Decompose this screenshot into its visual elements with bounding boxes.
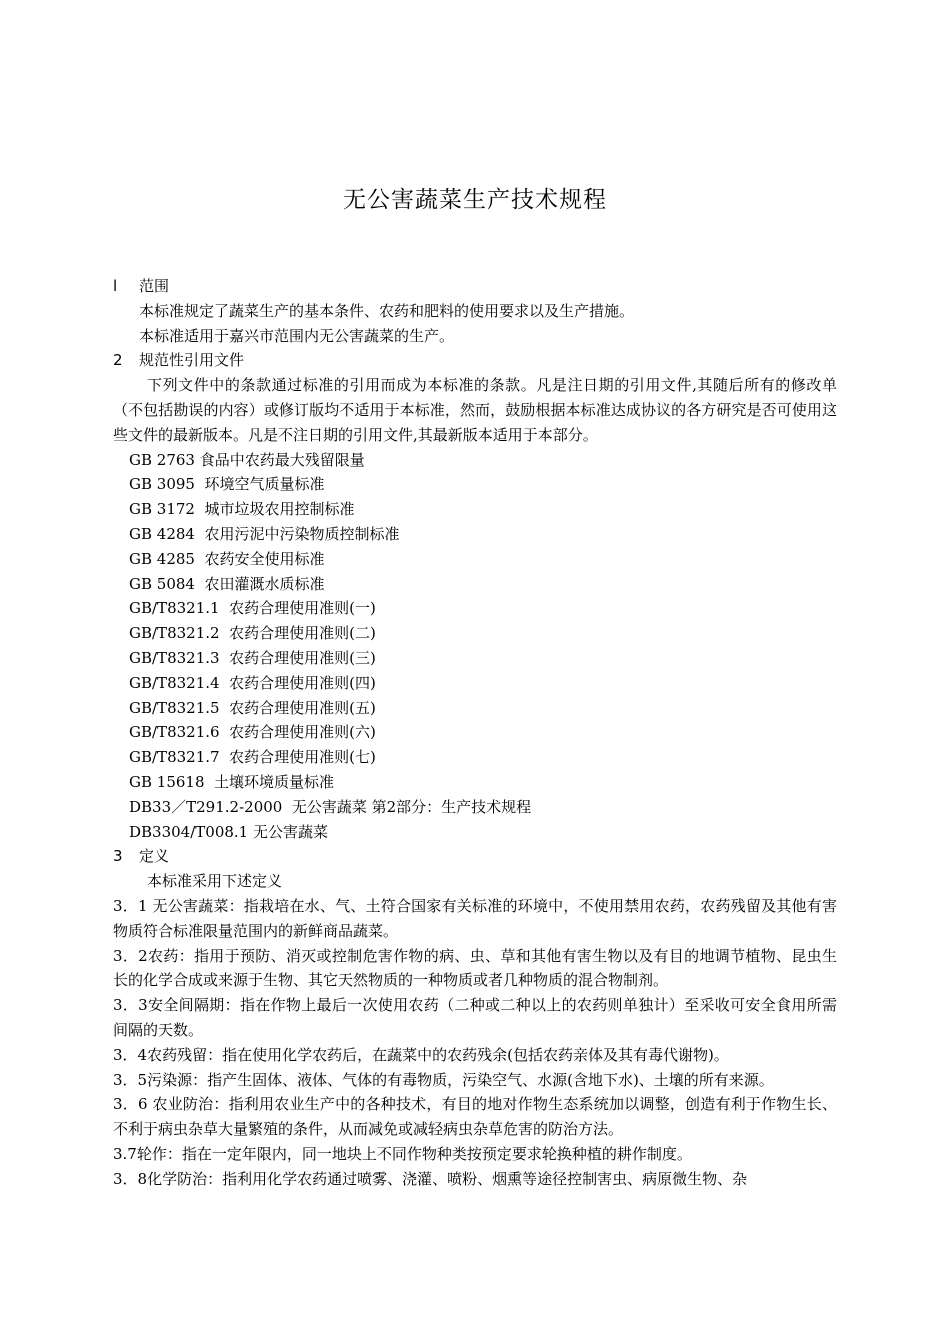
references-intro: 下列文件中的条款通过标准的引用而成为本标准的条款。凡是注日期的引用文件,其随后所有的修改单（不包括勘误的内容）或修订版均不适用于本标准，然而，鼓励根据本标准达成协议的各方研究是否可使用这些文件的最新版本。凡是不注日期的引用文件,其最新版本适用于本部分。 <box>113 376 837 444</box>
definitions-intro: 本标准采用下述定义 <box>147 872 283 891</box>
section-heading-references <box>113 348 837 373</box>
document-body <box>113 274 837 1191</box>
reference-item: DB3304/T008.1 无公害蔬菜 <box>129 822 328 841</box>
reference-item: GB 2763 食品中农药最大残留限量 <box>129 450 365 469</box>
definition-item: 3．2农药：指用于预防、消灭或控制危害作物的病、虫、草和其他有害生物以及有目的地调节植物、昆虫生长的化学合成或来源于生物、其它天然物质的一种物质或者几种物质的混合物制剂。 <box>113 946 837 990</box>
reference-item: DB33／T291.2-2000 无公害蔬菜 第2部分：生产技术规程 <box>129 797 532 816</box>
reference-item: GB/T8321.3 农药合理使用准则(三) <box>129 648 376 667</box>
reference-item: GB 15618 土壤环境质量标准 <box>129 772 335 791</box>
reference-item: GB/T8321.1 农药合理使用准则(一) <box>129 599 376 618</box>
section-heading-scope <box>113 274 837 299</box>
reference-item: GB 3095 环境空气质量标准 <box>129 475 325 494</box>
definition-item: 3．4农药残留：指在使用化学农药后，在蔬菜中的农药残余(包括农药亲体及其有毒代谢物)。 <box>113 1045 729 1064</box>
section-title: 规范性引用文件 <box>139 351 245 370</box>
definition-item: 3．1 无公害蔬菜：指栽培在水、气、土符合国家有关标准的环境中，不使用禁用农药，农药残留及其他有害物质符合标准限量范围内的新鲜商品蔬菜。 <box>113 896 837 940</box>
definition-item: 3．5污染源：指产生固体、液体、气体的有毒物质，污染空气、水源(含地下水)、土壤的所有来源。 <box>113 1070 774 1089</box>
definition-item: 3．8化学防治：指利用化学农药通过喷雾、浇灌、喷粉、烟熏等途径控制害虫、病原微生物、杂 <box>113 1169 748 1188</box>
reference-item: GB 4284 农用污泥中污染物质控制标准 <box>129 524 400 543</box>
definition-item: 3．6 农业防治：指利用农业生产中的各种技术，有目的地对作物生态系统加以调整，创造有利于作物生长、不利于病虫杂草大量繁殖的条件，从而减免或减轻病虫杂草危害的防治方法。 <box>113 1095 837 1139</box>
section-number: l <box>113 277 118 295</box>
scope-line-1: 本标准规定了蔬菜生产的基本条件、农药和肥料的使用要求以及生产措施。 <box>139 301 635 320</box>
reference-item: GB/T8321.4 农药合理使用准则(四) <box>129 673 376 692</box>
section-title: 范围 <box>139 277 170 295</box>
reference-item: GB/T8321.6 农药合理使用准则(六) <box>129 723 376 742</box>
section-number: 2 <box>113 351 123 370</box>
reference-item: GB/T8321.7 农药合理使用准则(七) <box>129 748 376 767</box>
scope-line-2: 本标准适用于嘉兴市范围内无公害蔬菜的生产。 <box>139 326 455 345</box>
page-title: 无公害蔬菜生产技术规程 <box>343 187 607 213</box>
reference-item: GB/T8321.2 农药合理使用准则(二) <box>129 624 376 643</box>
section-number: 3 <box>113 847 123 866</box>
reference-item: GB 4285 农药安全使用标准 <box>129 549 325 568</box>
section-heading-definitions <box>113 844 837 869</box>
reference-item: GB/T8321.5 农药合理使用准则(五) <box>129 698 376 717</box>
reference-item: GB 3172 城市垃圾农用控制标准 <box>129 500 355 519</box>
section-title: 定义 <box>139 847 170 866</box>
definition-item: 3.7轮作：指在一定年限内，同一地块上不同作物种类按预定要求轮换种植的耕作制度。 <box>113 1144 692 1163</box>
definition-item: 3．3安全间隔期：指在作物上最后一次使用农药（二种或二种以上的农药则单独计）至采收可安全食用所需间隔的天数。 <box>113 996 837 1039</box>
reference-item: GB 5084 农田灌溉水质标准 <box>129 574 325 593</box>
